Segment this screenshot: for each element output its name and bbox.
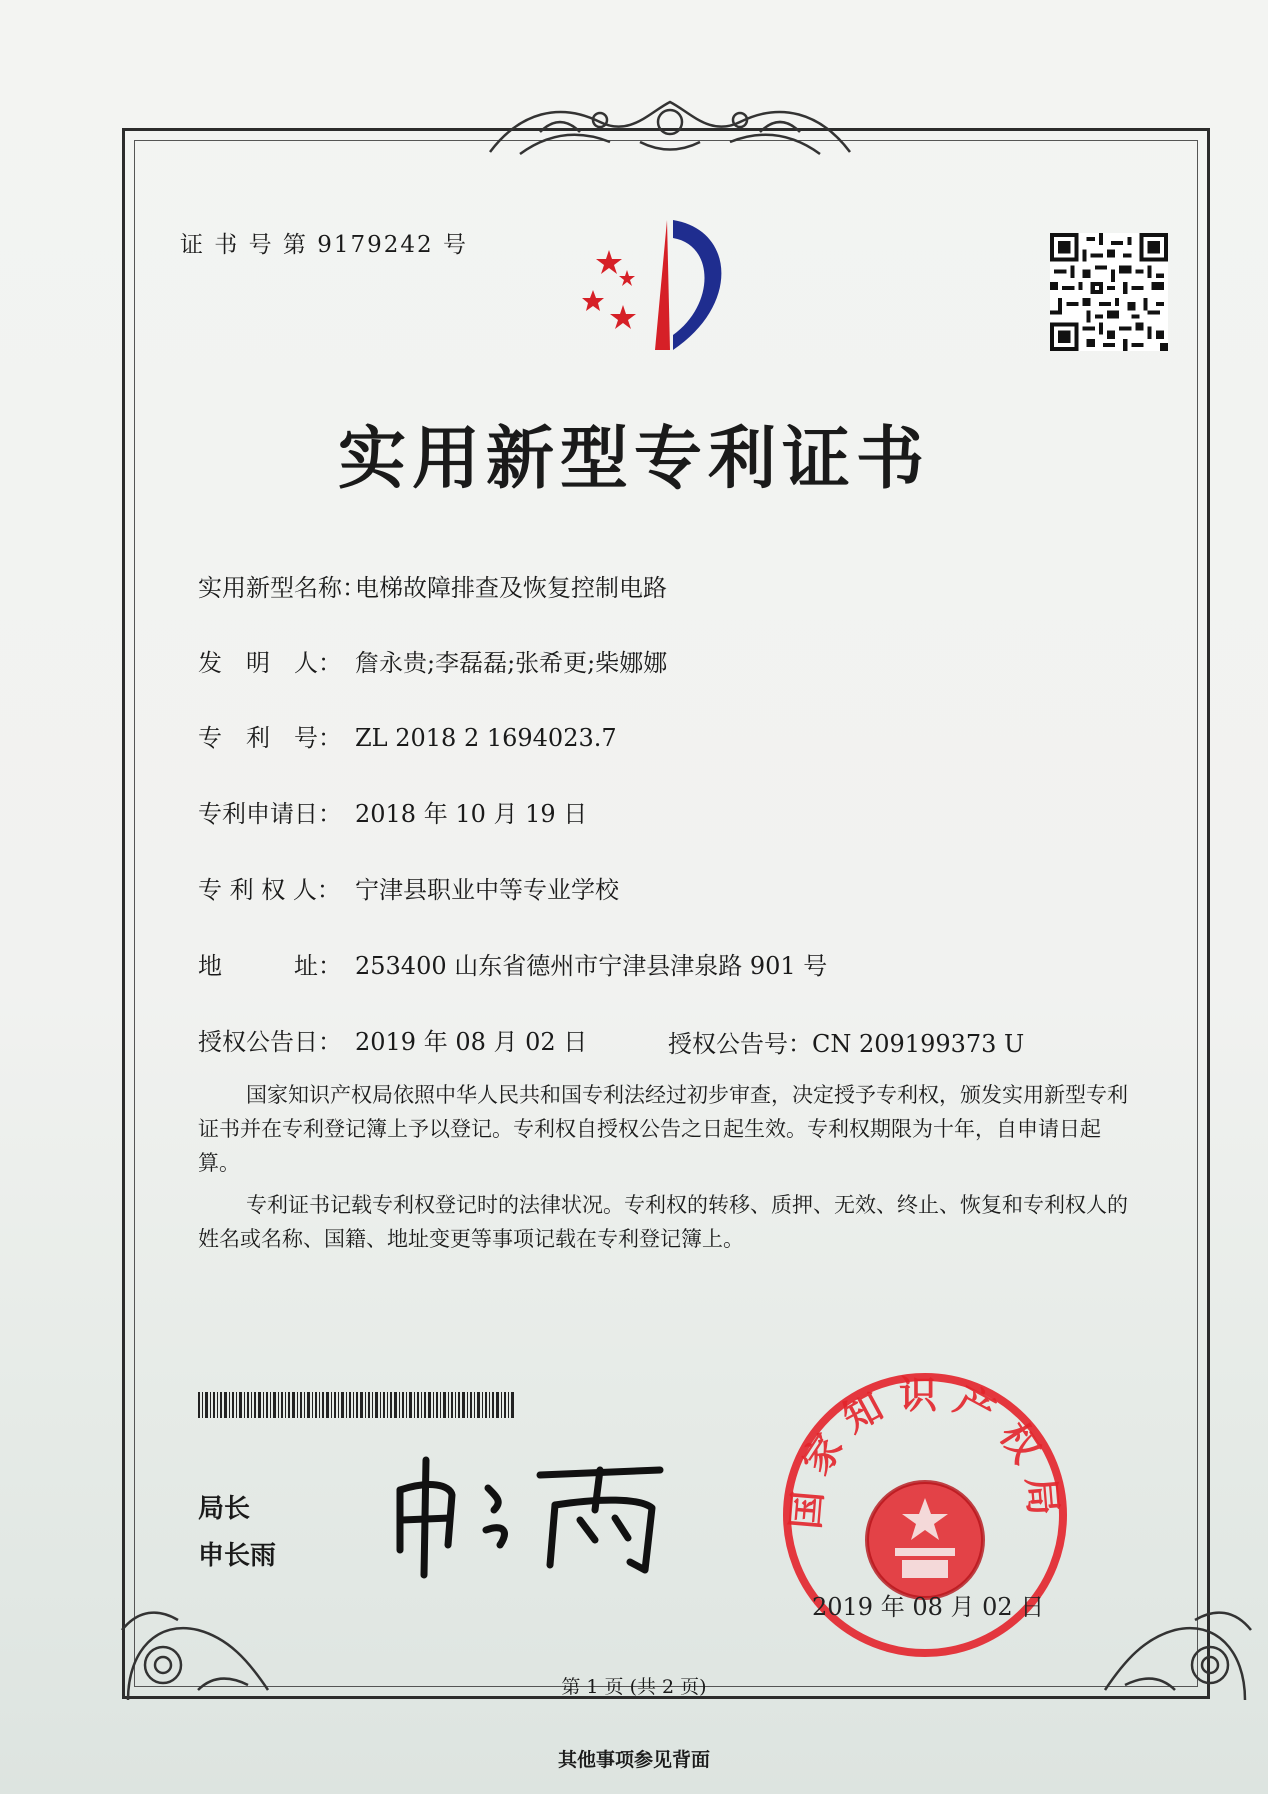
field-label: 授权公告号： [668, 1030, 812, 1058]
field-value: 詹永贵;李磊磊;张希更;柴娜娜 [355, 649, 668, 677]
field-label: 授权公告日： [198, 1028, 342, 1056]
cnipa-logo-icon [575, 210, 735, 360]
field-patentee [198, 870, 619, 905]
field-inventors [198, 643, 667, 678]
field-label: 专利申请日： [198, 800, 342, 828]
top-ornament-icon [480, 92, 860, 164]
certificate-number: 证 书 号 第 9179242 号 [180, 232, 468, 258]
field-value: 253400 山东省德州市宁津县津泉路 901 号 [355, 952, 828, 980]
field-label: 地 址： [198, 952, 342, 980]
field-label: 专 利 权 人： [198, 876, 341, 904]
statement-paragraph-1: 国家知识产权局依照中华人民共和国专利法经过初步审查，决定授予专利权，颁发实用新型专利证书并在专利登记簿上予以登记。专利权自授权公告之日起生效。专利权期限为十年，自申请日起算。 [198, 1083, 1128, 1175]
field-utility-model-name [198, 568, 667, 603]
qr-code-icon [1050, 233, 1168, 351]
director-title: 局长 [198, 1494, 251, 1524]
barcode-icon [198, 1392, 516, 1418]
field-value: ZL 2018 2 1694023.7 [355, 724, 617, 752]
field-application-date [198, 794, 587, 829]
field-value: 2019 年 08 月 02 日 [355, 1028, 588, 1056]
svg-text:国家知识产权局: 国家知识产权局 [783, 1372, 1067, 1531]
field-value: 宁津县职业中等专业学校 [355, 876, 619, 904]
field-announcement-number [668, 1024, 1024, 1059]
field-label: 实用新型名称： [198, 574, 366, 602]
field-value: 电梯故障排查及恢复控制电路 [355, 574, 667, 602]
director-name: 申长雨 [198, 1541, 277, 1571]
page-info: 第 1 页 (共 2 页) [561, 1676, 707, 1698]
field-label: 发 明 人： [198, 649, 342, 677]
signature-icon [390, 1450, 670, 1580]
field-value: 2018 年 10 月 19 日 [355, 800, 588, 828]
field-label: 专 利 号： [198, 724, 342, 752]
field-grant-date [198, 1022, 587, 1057]
field-value: CN 209199373 U [812, 1030, 1025, 1058]
seal-date: 2019 年 08 月 02 日 [812, 1593, 1045, 1621]
field-patent-number [198, 718, 617, 753]
certificate-title: 实用新型专利证书 [337, 420, 930, 499]
field-address [198, 946, 827, 981]
back-note: 其他事项参见背面 [557, 1749, 710, 1771]
statement-paragraph-2: 专利证书记载专利权登记时的法律状况。专利权的转移、质押、无效、终止、恢复和专利权人的姓名或名称、国籍、地址变更等事项记载在专利登记簿上。 [198, 1193, 1128, 1251]
